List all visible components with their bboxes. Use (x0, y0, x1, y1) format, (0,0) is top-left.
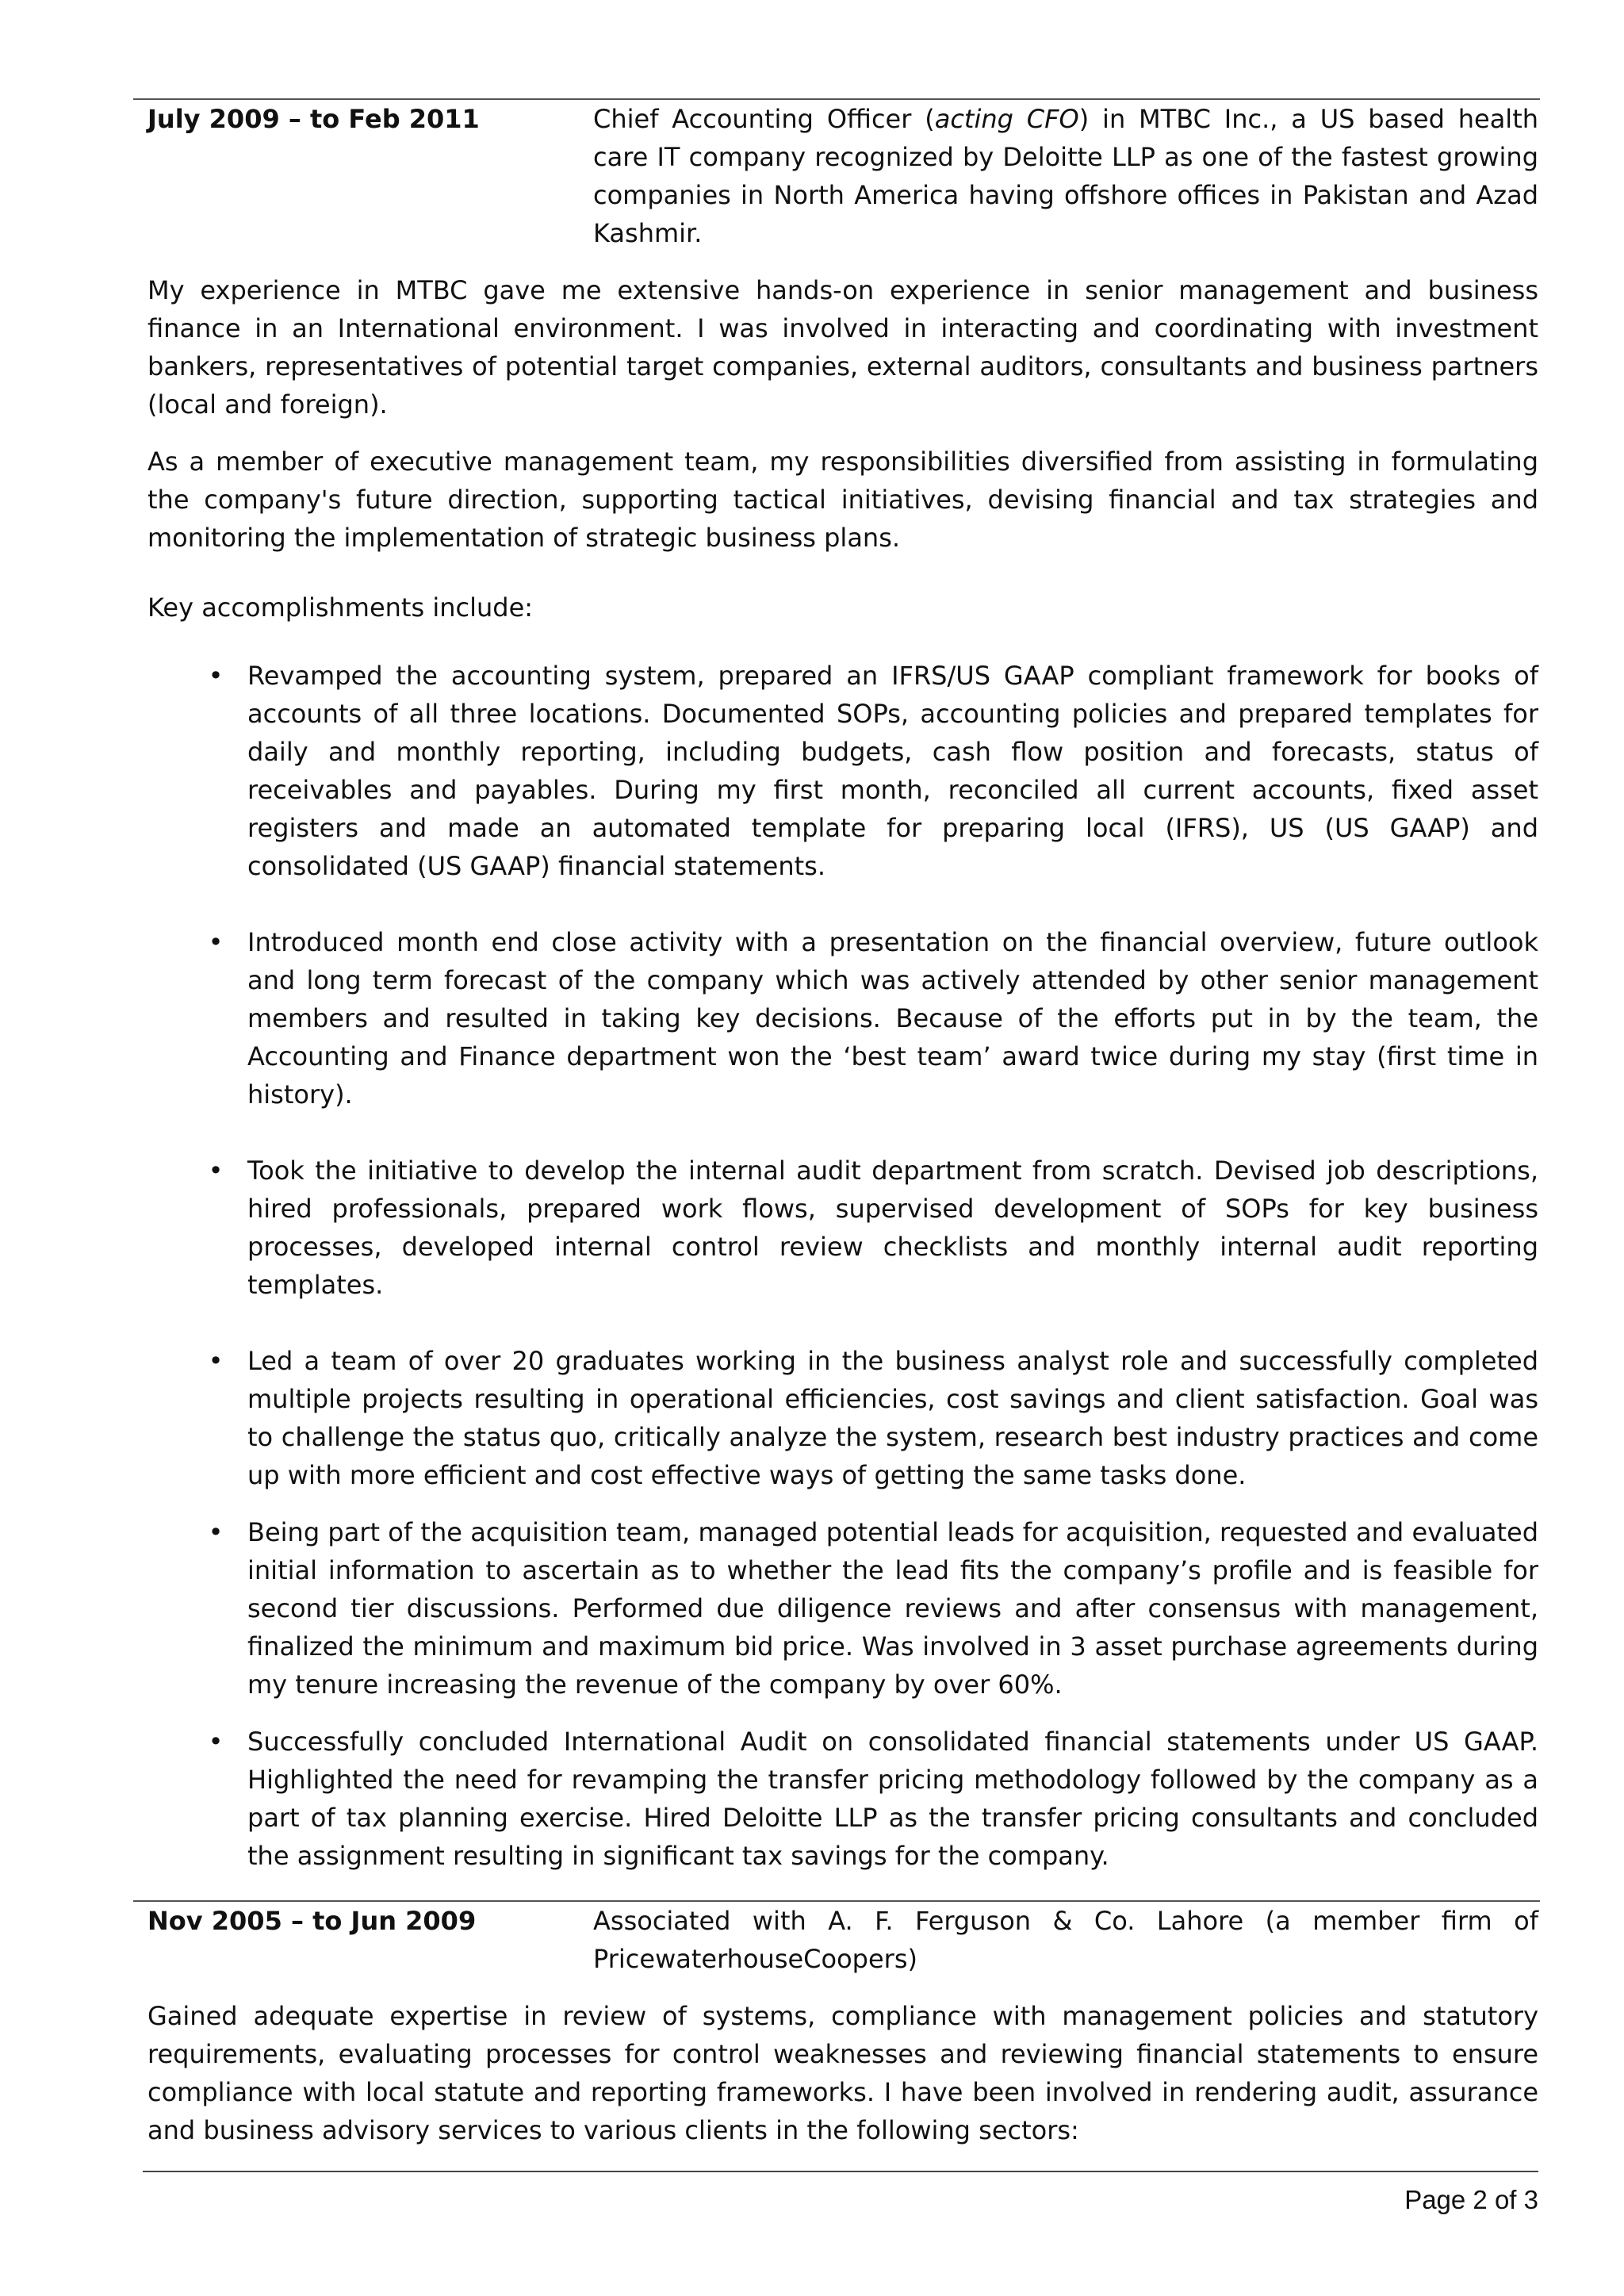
bullet-icon: • (208, 1727, 224, 1757)
responsibilities-paragraph: As a member of executive management team, my responsibilities diversified from assisting in formulating the company's future direction, supporting tactical initiatives, devising financial and tax strategies and monitoring the implementation of strategic business plans. (147, 447, 1538, 553)
experience-paragraph: My experience in MTBC gave me extensive hands-on experience in senior management and business finance in an International environment. I was involved in interacting and coordinating with investment bankers, representatives of potential target companies, external auditors, consultants and business partners (local and foreign). (147, 275, 1538, 420)
acting-cfo-text: acting CFO (934, 104, 1079, 134)
list-item: • Successfully concluded International Audit on consolidated financial statements under US GAAP. Highlighted the need for revamping the transfer pricing methodology followed by the company as a part of tax planning exercise. Hired Deloitte LLP as the transfer pricing consultants and concluded the assignment resulting in significant tax savings for the company. (147, 1723, 1538, 1875)
section-af-ferguson (147, 1902, 1538, 2149)
employment-role: Associated with A. F. Ferguson & Co. Lahore (a member firm of PricewaterhouseCoopers) (593, 1906, 1538, 1974)
employment-period: July 2009 – to Feb 2011 (147, 104, 480, 134)
list-item: • Introduced month end close activity with a presentation on the financial overview, future outlook and long term forecast of the company which was actively attended by other senior management members and resulted in taking key decisions. Because of the efforts put in by the team, the Accounting and Finance department won the ‘best team’ award twice during my stay (first time in history). (147, 923, 1538, 1114)
bullet-icon: • (208, 1346, 224, 1376)
list-item: • Took the initiative to develop the internal audit department from scratch. Devised job descriptions, hired professionals, prepared work flows, supervised development of SOPs for key business processes, developed internal control review checklists and monthly internal audit reporting templates. (147, 1152, 1538, 1304)
bullet-icon: • (208, 927, 224, 957)
list-item: • Led a team of over 20 graduates working in the business analyst role and successfully completed multiple projects resulting in operational efficiencies, cost savings and client satisfaction. Goal was to challenge the status quo, critically analyze the system, research best industry practices and come up with more efficient and cost effective ways of getting the same tasks done. (147, 1342, 1538, 1494)
bullet-icon: • (208, 1517, 224, 1547)
employment-entry-mtbc (147, 100, 1538, 252)
bullet-icon: • (208, 1156, 224, 1186)
employment-entry-af-ferguson (147, 1902, 1538, 1978)
footer-divider (143, 2171, 1538, 2172)
bullet-icon: • (208, 661, 224, 691)
list-item: • Revamped the accounting system, prepared an IFRS/US GAAP compliant framework for books of accounts of all three locations. Documented SOPs, accounting policies and prepared templates for daily and monthly reporting, including budgets, cash flow position and forecasts, status of receivables and payables. During my first month, reconciled all current accounts, fixed asset registers and made an automated template for preparing local (IFRS), US (US GAAP) and consolidated (US GAAP) financial statements. (147, 657, 1538, 885)
section-mtbc (147, 100, 1538, 1875)
list-item: • Being part of the acquisition team, managed potential leads for acquisition, requested and evaluated initial information to ascertain as to whether the lead fits the company’s profile and is feasible for second tier discussions. Performed due diligence reviews and after consensus with management, finalized the minimum and maximum bid price. Was involved in 3 asset purchase agreements during my tenure increasing the revenue of the company by over 60%. (147, 1513, 1538, 1704)
key-accomplishments-heading: Key accomplishments include: (147, 592, 534, 623)
page-number: Page 2 of 3 (1404, 2185, 1538, 2214)
employment-role: Chief Accounting Officer (acting CFO) in MTBC Inc., a US based health care IT company recognized by Deloitte LLP as one of the fastest growing companies in North America having offshore offices in Pakistan and Azad Kashmir. (593, 104, 1539, 248)
expertise-paragraph: Gained adequate expertise in review of systems, compliance with management policies and statutory requirements, evaluating processes for control weaknesses and reviewing financial statements to ensure compliance with local statute and reporting frameworks. I have been involved in rendering audit, assurance and business advisory services to various clients in the following sectors: (147, 2001, 1538, 2145)
employment-period: Nov 2005 – to Jun 2009 (147, 1906, 477, 1936)
accomplishments-list (147, 657, 1538, 1875)
